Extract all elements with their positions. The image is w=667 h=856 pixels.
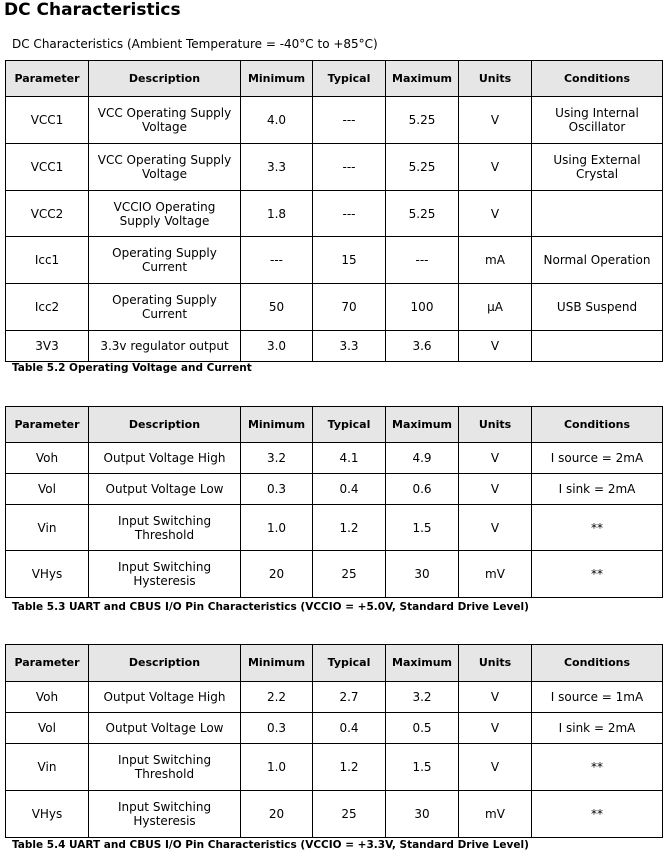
column-header-typical: Typical [313,61,386,97]
table-row [6,97,663,144]
units-cell: V [459,505,532,551]
conditions-cell: USB Suspend [532,284,663,331]
parameter-cell: Icc2 [6,284,89,331]
parameter-cell: Icc1 [6,237,89,284]
description-cell: Operating Supply Current [89,237,241,284]
table-subheading: DC Characteristics (Ambient Temperature = -40°C to +85°C) [12,37,378,51]
table-row [6,284,663,331]
minimum-cell: 0.3 [241,474,313,505]
units-cell: V [459,713,532,744]
parameter-cell: Voh [6,682,89,713]
table-row [6,191,663,237]
description-cell: VCC Operating Supply Voltage [89,144,241,191]
maximum-cell: 0.6 [386,474,459,505]
description-cell: Input Switching Hysteresis [89,791,241,838]
column-header-minimum: Minimum [241,61,313,97]
table-row [6,744,663,791]
typical-cell: 4.1 [313,443,386,474]
maximum-cell: --- [386,237,459,284]
units-cell: μA [459,284,532,331]
units-cell: V [459,97,532,144]
description-cell: Output Voltage Low [89,713,241,744]
maximum-cell: 4.9 [386,443,459,474]
conditions-cell: I source = 2mA [532,443,663,474]
table-row [6,144,663,191]
description-cell: VCC Operating Supply Voltage [89,97,241,144]
units-cell: V [459,474,532,505]
typical-cell: --- [313,191,386,237]
units-cell: V [459,191,532,237]
minimum-cell: 50 [241,284,313,331]
conditions-cell: ** [532,505,663,551]
header-row [6,645,663,682]
minimum-cell: 4.0 [241,97,313,144]
column-header-maximum: Maximum [386,645,459,682]
parameter-cell: Vin [6,744,89,791]
parameter-cell: VHys [6,551,89,598]
typical-cell: 3.3 [313,331,386,362]
typical-cell: --- [313,97,386,144]
conditions-cell: ** [532,791,663,838]
table-row [6,713,663,744]
minimum-cell: 1.0 [241,505,313,551]
units-cell: mA [459,237,532,284]
column-header-parameter: Parameter [6,645,89,682]
parameter-cell: Vin [6,505,89,551]
column-header-units: Units [459,645,532,682]
maximum-cell: 5.25 [386,97,459,144]
conditions-cell: Using Internal Oscillator [532,97,663,144]
column-header-maximum: Maximum [386,407,459,443]
minimum-cell: 3.0 [241,331,313,362]
conditions-cell: ** [532,744,663,791]
description-cell: 3.3v regulator output [89,331,241,362]
column-header-units: Units [459,61,532,97]
conditions-cell [532,191,663,237]
maximum-cell: 1.5 [386,744,459,791]
minimum-cell: 1.8 [241,191,313,237]
minimum-cell: 2.2 [241,682,313,713]
table-row [6,443,663,474]
typical-cell: 25 [313,551,386,598]
column-header-minimum: Minimum [241,407,313,443]
typical-cell: 25 [313,791,386,838]
minimum-cell: --- [241,237,313,284]
minimum-cell: 3.2 [241,443,313,474]
parameter-cell: 3V3 [6,331,89,362]
maximum-cell: 30 [386,791,459,838]
table-caption: Table 5.2 Operating Voltage and Current [12,362,252,374]
description-cell: VCCIO Operating Supply Voltage [89,191,241,237]
maximum-cell: 0.5 [386,713,459,744]
operating-voltage-table [5,60,663,362]
maximum-cell: 3.2 [386,682,459,713]
description-cell: Output Voltage Low [89,474,241,505]
typical-cell: 2.7 [313,682,386,713]
units-cell: V [459,331,532,362]
units-cell: V [459,144,532,191]
maximum-cell: 3.6 [386,331,459,362]
maximum-cell: 5.25 [386,144,459,191]
minimum-cell: 20 [241,791,313,838]
column-header-minimum: Minimum [241,645,313,682]
column-header-conditions: Conditions [532,407,663,443]
table-row [6,237,663,284]
column-header-description: Description [89,407,241,443]
conditions-cell: Using External Crystal [532,144,663,191]
parameter-cell: VCC2 [6,191,89,237]
conditions-cell: ** [532,551,663,598]
header-row [6,407,663,443]
parameter-cell: Vol [6,474,89,505]
conditions-cell: Normal Operation [532,237,663,284]
uart-cbus-5v-table [5,406,663,598]
conditions-cell: I sink = 2mA [532,713,663,744]
column-header-description: Description [89,645,241,682]
table-row [6,331,663,362]
maximum-cell: 1.5 [386,505,459,551]
column-header-typical: Typical [313,645,386,682]
table-caption: Table 5.4 UART and CBUS I/O Pin Characteristics (VCCIO = +3.3V, Standard Drive Level) [12,839,529,851]
minimum-cell: 3.3 [241,144,313,191]
units-cell: V [459,443,532,474]
maximum-cell: 100 [386,284,459,331]
conditions-cell [532,331,663,362]
parameter-cell: Vol [6,713,89,744]
units-cell: mV [459,791,532,838]
maximum-cell: 5.25 [386,191,459,237]
typical-cell: 1.2 [313,505,386,551]
table-caption: Table 5.3 UART and CBUS I/O Pin Characteristics (VCCIO = +5.0V, Standard Drive Level) [12,601,529,613]
parameter-cell: VCC1 [6,97,89,144]
uart-cbus-3v3-table [5,644,663,838]
column-header-conditions: Conditions [532,61,663,97]
conditions-cell: I sink = 2mA [532,474,663,505]
typical-cell: 0.4 [313,713,386,744]
description-cell: Output Voltage High [89,682,241,713]
description-cell: Input Switching Threshold [89,744,241,791]
column-header-conditions: Conditions [532,645,663,682]
typical-cell: 0.4 [313,474,386,505]
units-cell: mV [459,551,532,598]
parameter-cell: VCC1 [6,144,89,191]
typical-cell: 1.2 [313,744,386,791]
minimum-cell: 20 [241,551,313,598]
description-cell: Operating Supply Current [89,284,241,331]
table-row [6,505,663,551]
column-header-units: Units [459,407,532,443]
description-cell: Output Voltage High [89,443,241,474]
minimum-cell: 0.3 [241,713,313,744]
table-row [6,791,663,838]
table-row [6,474,663,505]
page-title: DC Characteristics [4,0,181,20]
description-cell: Input Switching Hysteresis [89,551,241,598]
minimum-cell: 1.0 [241,744,313,791]
units-cell: V [459,682,532,713]
typical-cell: 15 [313,237,386,284]
table-row [6,682,663,713]
typical-cell: 70 [313,284,386,331]
units-cell: V [459,744,532,791]
column-header-parameter: Parameter [6,407,89,443]
conditions-cell: I source = 1mA [532,682,663,713]
column-header-description: Description [89,61,241,97]
column-header-typical: Typical [313,407,386,443]
parameter-cell: Voh [6,443,89,474]
description-cell: Input Switching Threshold [89,505,241,551]
column-header-parameter: Parameter [6,61,89,97]
column-header-maximum: Maximum [386,61,459,97]
table-row [6,551,663,598]
parameter-cell: VHys [6,791,89,838]
header-row [6,61,663,97]
maximum-cell: 30 [386,551,459,598]
typical-cell: --- [313,144,386,191]
